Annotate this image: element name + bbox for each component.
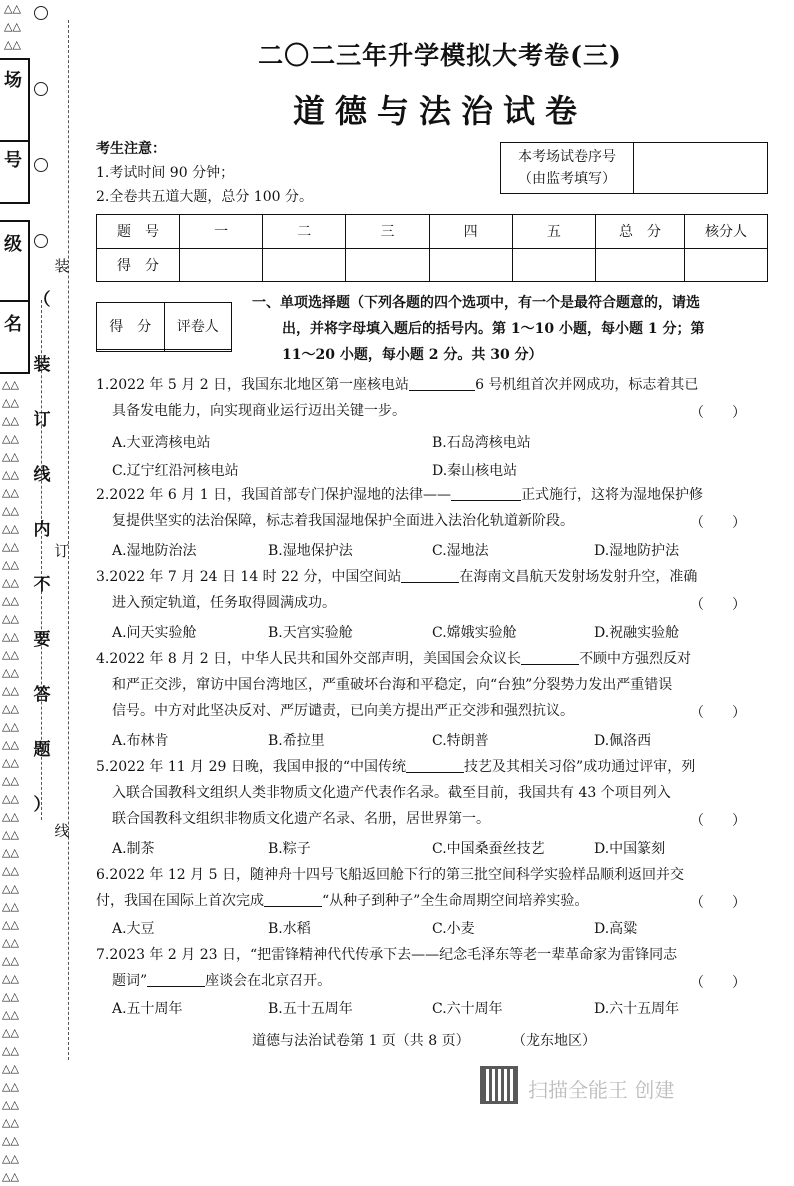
binding-word: 答 [33,685,51,705]
field-label-number: 号 [4,150,22,171]
seat-label-line: 本考场试卷序号 [518,149,616,165]
answer-blank[interactable] [451,486,521,501]
page-number: 道德与法治试卷第 1 页（共 8 页） [252,1033,470,1049]
binding-word: 线 [33,465,51,485]
question-6-line [96,888,588,914]
option[interactable]: A.大亚湾核电站 [112,435,211,451]
side-word: 装 [54,257,70,275]
exam-series-title: 二〇二三年升学模拟大考卷(三) [258,41,622,70]
option[interactable]: D.高粱 [594,921,638,937]
binding-hole [34,82,48,96]
seat-number-label [501,143,634,194]
score-header-cell: 四 [429,215,512,249]
option[interactable]: B.五十五周年 [268,1001,353,1017]
option[interactable]: B.天宫实验舱 [268,625,353,641]
binding-hole [34,6,48,20]
question-text: 座谈会在北京召开。 [205,973,332,989]
question-2-line [96,482,703,508]
option[interactable]: C.小麦 [432,921,475,937]
question-5-line: 联合国教科文组织非物质文化遗产名录、名册，居世界第一。 [112,811,490,827]
score-table-header-row [97,215,768,249]
question-7-line [112,968,331,994]
field-label-name: 名 [4,314,22,335]
question-text: 正式施行，这将为湿地保护修 [521,487,704,503]
binding-word: 内 [33,520,51,540]
question-1-line: 具备发电能力，向实现商业运行迈出关键一步。 [112,403,406,419]
score-header-cell: 一 [180,215,263,249]
binding-word: 题 [33,740,51,760]
binding-paren-close: ） [33,795,51,815]
question-5-line: 入联合国教科文组织人类非物质文化遗产代表作名录。截至目前，我国共有 43 个项目列入 [112,785,671,801]
score-cell[interactable] [685,248,768,282]
seat-label-line: （由监考填写） [518,171,616,187]
option[interactable]: B.石岛湾核电站 [432,435,531,451]
answer-blank[interactable] [521,650,579,665]
binding-paren-open: （ [33,290,51,310]
question-text: 付，我国在国际上首次完成 [96,893,264,909]
field-box-number [0,140,30,204]
option[interactable]: C.湿地法 [432,543,489,559]
grader-name-cell[interactable] [164,349,232,351]
question-text: 6 号机组首次并网成功，标志着其已 [475,377,699,393]
score-header-cell: 核分人 [685,215,768,249]
answer-paren[interactable]: （ ） [690,813,746,829]
answer-paren[interactable]: （ ） [690,405,746,421]
question-text: 2.2022 年 6 月 1 日，我国首部专门保护湿地的法律—— [96,487,452,503]
question-3-line [96,564,697,590]
question-6-line: 6.2022 年 12 月 5 日，随神舟十四号飞船返回舱下行的第三批空间科学实验样品顺利返回并交 [96,867,684,883]
binding-hole [34,234,48,248]
answer-blank[interactable] [409,376,475,391]
answer-paren[interactable]: （ ） [690,515,746,531]
grader-label: 评卷人 [164,303,232,350]
field-box-name [0,300,30,374]
section-instruction-line: 11～20 小题，每小题 2 分。共 30 分） [282,347,543,363]
option[interactable]: A.问天实验舱 [112,625,197,641]
side-word: 订 [54,542,70,560]
question-text: 3.2022 年 7 月 24 日 14 时 22 分，中国空间站 [96,569,402,585]
question-text: 在海南文昌航天发射场发射升空，准确 [459,569,698,585]
question-3-line: 进入预定轨道，任务取得圆满成功。 [112,595,336,611]
question-text: 不顾中方强烈反对 [579,651,692,667]
option[interactable]: A.五十周年 [112,1001,183,1017]
option[interactable]: D.秦山核电站 [432,463,518,479]
answer-paren[interactable]: （ ） [690,895,746,911]
field-label-room: 场 [4,70,22,91]
triangle-column-left: △△ △△ △△ △△ △△ △△ △△ △△ △△ △△ △△ △△ △△ △△ △△ △△ △△ △△ △△ △△ △△ △△ △△ △△ △△ △△ △△ △△ △△ △△ △△ △△ △△ △△ △△ △△ △△ △△ △△ △△ △△ △△ △△ △△ △△ [2,378,19,1183]
grader-score-label: 得 分 [97,303,165,350]
grader-score-cell[interactable] [97,349,165,351]
score-header-cell: 三 [346,215,429,249]
answer-blank[interactable] [406,758,464,773]
option[interactable]: B.湿地保护法 [268,543,353,559]
option[interactable]: C.中国桑蚕丝技艺 [432,841,545,857]
option[interactable]: D.湿地防护法 [594,543,680,559]
option[interactable]: C.辽宁红沿河核电站 [112,463,239,479]
score-row-label: 得 分 [97,248,180,282]
field-label-class: 级 [4,234,22,255]
option[interactable]: D.祝融实验舱 [594,625,680,641]
question-text: “从种子到种子”全生命周期空间培养实验。 [322,893,589,909]
score-header-cell: 五 [512,215,595,249]
option[interactable]: B.水稻 [268,921,311,937]
score-header-cell: 二 [263,215,346,249]
score-header-cell: 题 号 [97,215,180,249]
answer-blank[interactable] [264,892,322,907]
region-label: （龙东地区） [512,1033,596,1049]
score-table-score-row [97,248,768,282]
question-text: 题词” [112,973,148,989]
notice-title: 考生注意： [96,141,166,157]
seat-number-cell[interactable] [634,143,768,194]
option[interactable]: C.六十周年 [432,1001,503,1017]
score-cell[interactable] [429,248,512,282]
score-cell[interactable] [346,248,429,282]
option[interactable]: D.中国篆刻 [594,841,666,857]
score-cell[interactable] [512,248,595,282]
question-1-line [96,372,698,398]
option[interactable]: C.特朗普 [432,733,489,749]
answer-paren[interactable]: （ ） [690,597,746,613]
score-cell[interactable] [180,248,263,282]
option[interactable]: A.布林肯 [112,733,169,749]
question-7-line: 7.2023 年 2 月 23 日，“把雷锋精神代代传承下去——纪念毛泽东等老一辈革命家为雷锋同志 [96,947,678,963]
question-text: 1.2022 年 5 月 2 日，我国东北地区第一座核电站 [96,377,410,393]
score-cell[interactable] [263,248,346,282]
binding-word: 订 [33,410,51,430]
side-word: 线 [54,822,70,840]
answer-blank[interactable] [147,972,205,987]
answer-paren[interactable]: （ ） [690,975,746,991]
question-4-line [96,646,691,672]
grader-box [96,302,232,352]
section-instruction-line: 出，并将字母填入题后的括号内。第 1～10 小题，每小题 1 分；第 [282,321,705,337]
option[interactable]: D.佩洛西 [594,733,652,749]
field-box-class [0,220,30,304]
question-text: 5.2022 年 11 月 29 日晚，我国申报的“中国传统 [96,759,407,775]
seat-number-box [500,142,768,194]
score-cell[interactable] [596,248,685,282]
question-text: 4.2022 年 8 月 2 日，中华人民共和国外交部声明，美国国会众议长 [96,651,522,667]
option[interactable]: B.希拉里 [268,733,325,749]
option[interactable]: D.六十五周年 [594,1001,680,1017]
binding-word: 装 [33,355,51,375]
notice-item: 1.考试时间 90 分钟； [96,165,235,181]
option[interactable]: B.粽子 [268,841,311,857]
question-4-line: 信号。中方对此坚决反对、严厉谴责，已向美方提出严正交涉和强烈抗议。 [112,703,574,719]
option[interactable]: A.湿地防治法 [112,543,197,559]
question-5-line [96,754,695,780]
binding-strip [0,0,92,1183]
answer-paren[interactable]: （ ） [690,705,746,721]
option[interactable]: C.嫦娥实验舱 [432,625,517,641]
qr-code-icon [480,1066,518,1104]
question-text: 技艺及其相关习俗”成功通过评审，列 [464,759,696,775]
score-header-cell: 总 分 [596,215,685,249]
scanner-watermark: 扫描全能王 创建 [528,1078,675,1102]
top-triangles: △△ △△ △△ [4,2,21,51]
question-4-line: 和严正交涉，窜访中国台湾地区，严重破坏台海和平稳定，向“台独”分裂势力发出严重错误 [112,677,673,693]
section-instruction-line: 一、单项选择题（下列各题的四个选项中，有一个是最符合题意的，请选 [252,295,700,311]
notice-item: 2.全卷共五道大题，总分 100 分。 [96,189,313,205]
answer-blank[interactable] [401,568,459,583]
exam-subject-title: 道德与法治试卷 [292,92,587,130]
option[interactable]: A.大豆 [112,921,155,937]
score-table [96,214,768,282]
binding-hole [34,158,48,172]
binding-word: 要 [33,630,51,650]
option[interactable]: A.制茶 [112,841,155,857]
question-2-line: 复提供坚实的法治保障，标志着我国湿地保护全面进入法治化轨道新阶段。 [112,513,574,529]
binding-word: 不 [33,575,51,595]
